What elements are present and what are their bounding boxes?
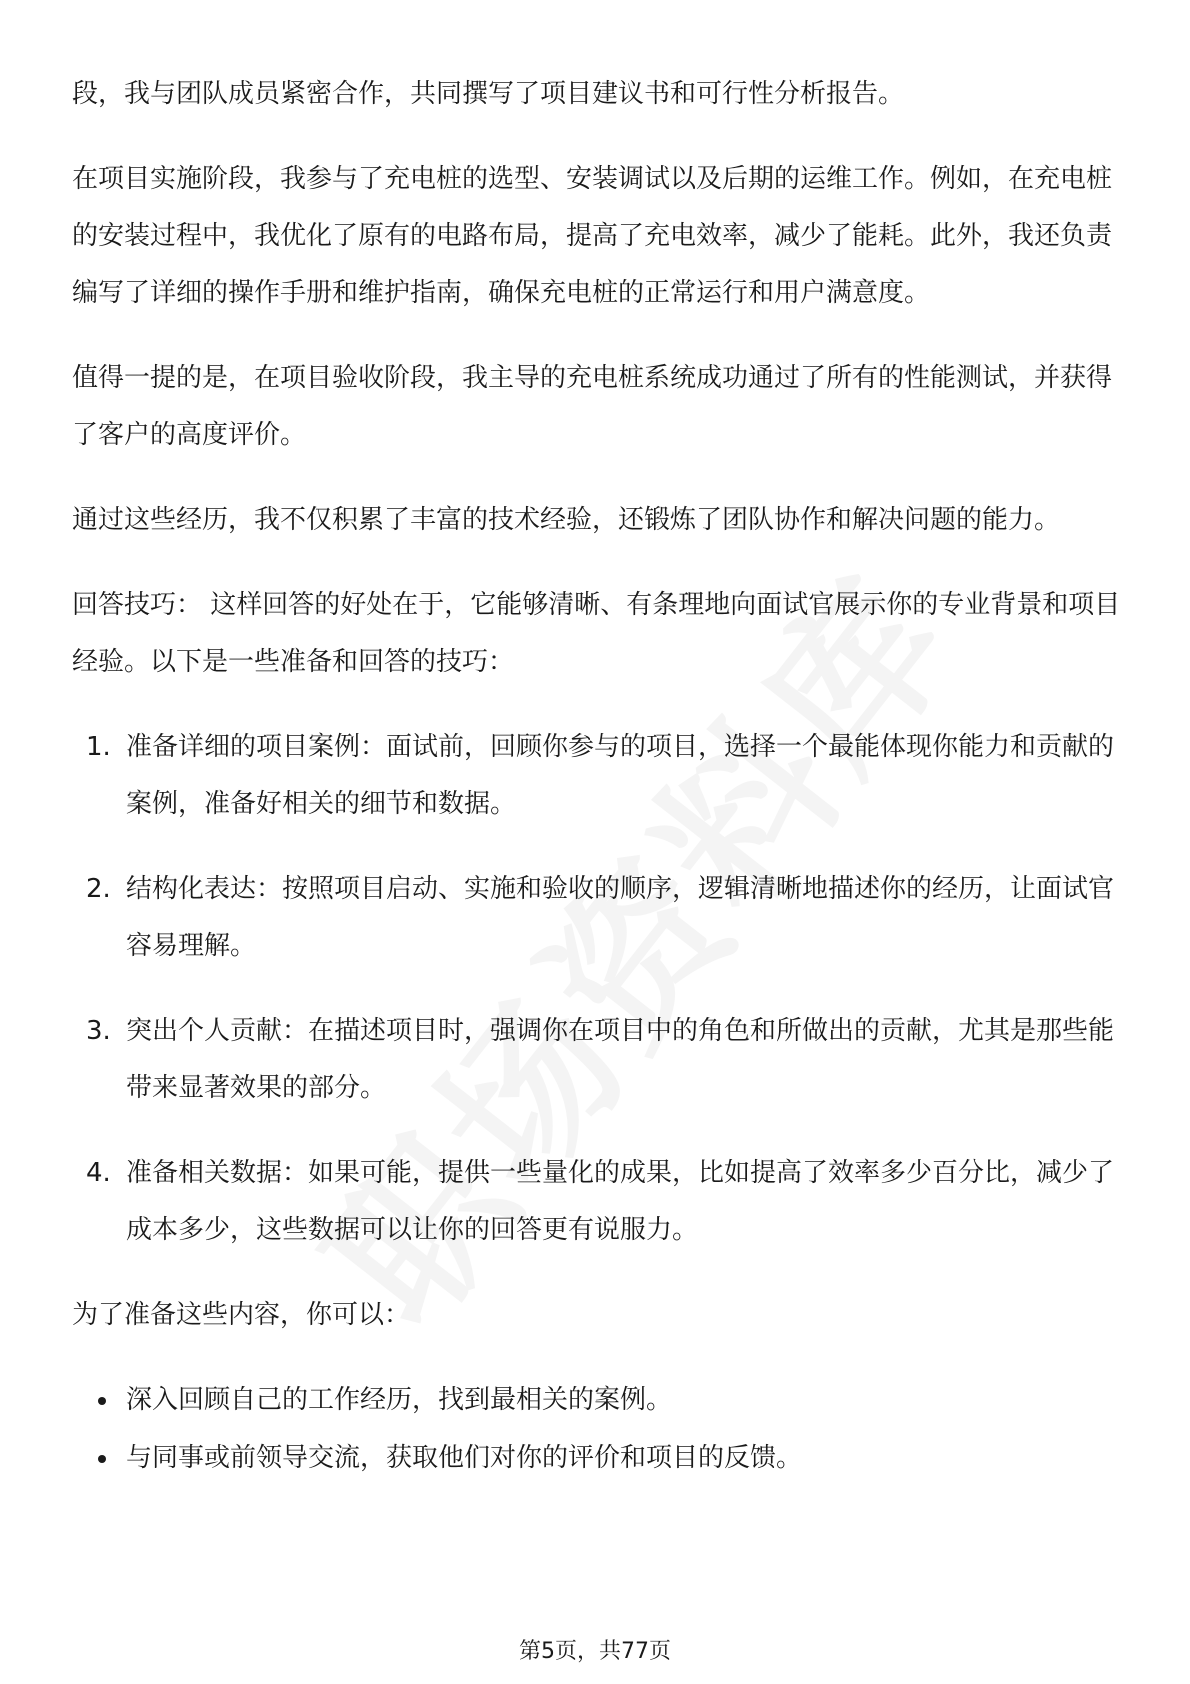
- list-item-text: 结构化表达：按照项目启动、实施和验收的顺序，逻辑清晰地描述你的经历，让面试官容易理解。: [126, 874, 1115, 961]
- answer-tips-intro: 回答技巧： 这样回答的好处在于，它能够清晰、有条理地向面试官展示你的专业背景和项目经验。以下是一些准备和回答的技巧：: [72, 590, 1121, 677]
- list-number: 1.: [86, 732, 111, 762]
- bullet-icon: [98, 1397, 106, 1405]
- paragraph: 在项目实施阶段，我参与了充电桩的选型、安装调试以及后期的运维工作。例如，在充电桩的安装过程中，我优化了原有的电路布局，提高了充电效率，减少了能耗。此外，我还负责编写了详细的操作手册和维护指南，确保充电桩的正常运行和用户满意度。: [72, 164, 1113, 308]
- list-number: 4.: [86, 1158, 111, 1188]
- list-item-text: 深入回顾自己的工作经历，找到最相关的案例。: [126, 1385, 673, 1415]
- list-item: [72, 1145, 1122, 1259]
- document-body: [72, 66, 1122, 1488]
- list-item: [72, 719, 1122, 833]
- paragraph: 为了准备这些内容，你可以：: [72, 1300, 411, 1330]
- prep-list: [72, 1372, 1122, 1487]
- bullet-icon: [98, 1455, 106, 1463]
- list-number: 3.: [86, 1016, 111, 1046]
- paragraph: 通过这些经历，我不仅积累了丰富的技术经验，还锻炼了团队协作和解决问题的能力。: [72, 505, 1061, 535]
- list-item: [72, 861, 1122, 975]
- paragraph: 段，我与团队成员紧密合作，共同撰写了项目建议书和可行性分析报告。: [72, 79, 905, 109]
- list-number: 2.: [86, 874, 111, 904]
- tips-list: [72, 719, 1122, 1259]
- paragraph: 值得一提的是，在项目验收阶段，我主导的充电桩系统成功通过了所有的性能测试，并获得了客户的高度评价。: [72, 363, 1113, 450]
- list-item: [72, 1430, 1122, 1487]
- list-item: [72, 1003, 1122, 1117]
- page-number: 第5页，共77页: [519, 1639, 671, 1664]
- list-item: [72, 1372, 1122, 1429]
- list-item-text: 突出个人贡献：在描述项目时，强调你在项目中的角色和所做出的贡献，尤其是那些能带来显著效果的部分。: [126, 1016, 1115, 1103]
- list-item-text: 准备相关数据：如果可能，提供一些量化的成果，比如提高了效率多少百分比，减少了成本多少，这些数据可以让你的回答更有说服力。: [126, 1158, 1115, 1245]
- list-item-text: 与同事或前领导交流，获取他们对你的评价和项目的反馈。: [126, 1443, 803, 1473]
- list-item-text: 准备详细的项目案例：面试前，回顾你参与的项目，选择一个最能体现你能力和贡献的案例，准备好相关的细节和数据。: [126, 732, 1115, 819]
